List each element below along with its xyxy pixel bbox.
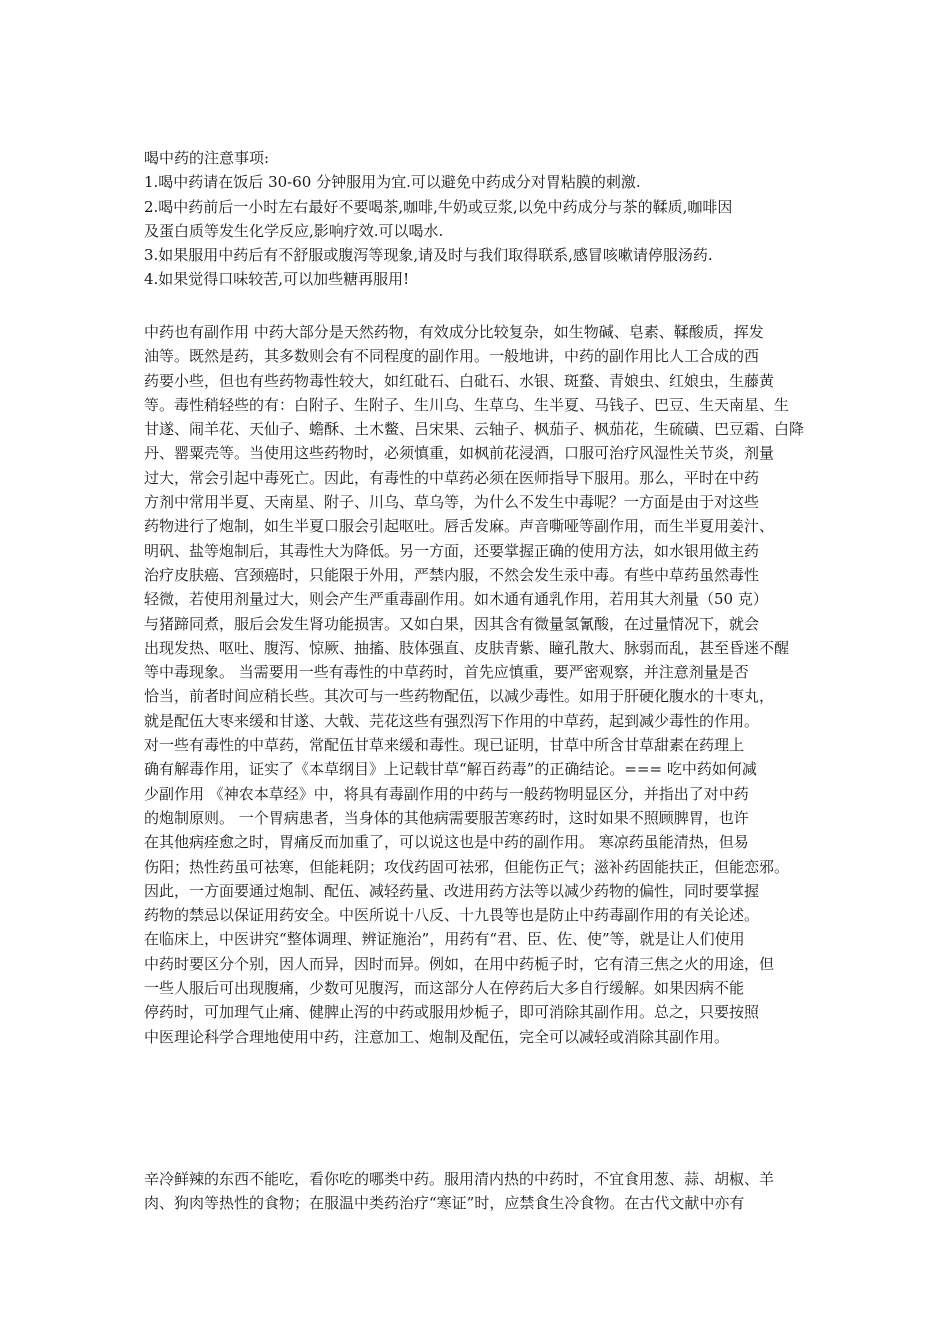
side-effects-line: 少副作用 《神农本草经》中，将具有毒副作用的中药与一般药物明显区分，并指出了对中药 (144, 784, 749, 803)
diet-section (144, 1167, 820, 1216)
notes-item-4: 4.如果觉得口味较苦,可以加些糖再服用! (144, 270, 410, 289)
notes-section (144, 146, 820, 292)
side-effects-line: 甘遂、闹羊花、天仙子、蟾酥、土木鳖、吕宋果、云轴子、枫茄子、枫茄花，生硫磺、巴豆霜、白降 (144, 420, 805, 439)
side-effects-line: 方剂中常用半夏、天南星、附子、川乌、草乌等，为什么不发生中毒呢？一方面是由于对这些 (144, 493, 760, 512)
side-effects-line: 中药也有副作用 中药大部分是天然药物，有效成分比较复杂，如生物碱、皂素、鞣酸质，挥发 (144, 323, 764, 341)
side-effects-line: 因此，一方面要通过炮制、配伍、减轻药量、改进用药方法等以减少药物的偏性，同时要掌握 (144, 881, 760, 900)
side-effects-line: 对一些有毒性的中草药，常配伍甘草来缓和毒性。现已证明，甘草中所含甘草甜素在药理上 (144, 736, 745, 755)
side-effects-line: 与猪蹄同煮，服后会发生肾功能损害。又如白果，因其含有微量氢氰酸，在过量情况下，就会 (144, 614, 760, 633)
diet-line: 肉、狗肉等热性的食物；在服温中类药治疗“寒证”时，应禁食生冷食物。在古代文献中亦有 (144, 1194, 745, 1213)
side-effects-line: 出现发热、呕吐、腹泻、惊厥、抽搐、肢体强直、皮肤青紫、瞳孔散大、脉弱而乱，甚至昏迷不醒 (144, 638, 790, 657)
notes-item-1: 1.喝中药请在饭后 30-60 分钟服用为宜.可以避免中药成分对胃粘膜的刺激. (144, 173, 641, 192)
side-effects-line: 药物进行了炮制，如生半夏口服会引起呕吐。唇舌发麻。声音嘶哑等副作用，而生半夏用姜汁、 (144, 517, 775, 536)
side-effects-line: 药要小些，但也有些药物毒性较大，如红砒石、白砒石、水银、斑蝥、青娘虫、红娘虫，生藤黄 (144, 371, 775, 390)
side-effects-line: 就是配伍大枣来缓和甘遂、大戟、芫花这些有强烈泻下作用的中草药，起到减少毒性的作用。 (144, 711, 760, 730)
side-effects-line: 明矾、盐等炮制后，其毒性大为降低。另一方面，还要掌握正确的使用方法，如水银用做主药 (144, 541, 760, 560)
side-effects-line: 一些人服后可出现腹痛，少数可见腹泻，而这部分人在停药后大多自行缓解。如果因病不能 (144, 979, 745, 998)
diet-line: 辛冷鲜辣的东西不能吃，看你吃的哪类中药。服用清内热的中药时，不宜食用葱、蒜、胡椒、羊 (144, 1170, 775, 1188)
side-effects-line: 油等。既然是药，其多数则会有不同程度的副作用。一般地讲，中药的副作用比人工合成的西 (144, 347, 760, 366)
side-effects-line: 轻微，若使用剂量过大，则会产生严重毒副作用。如木通有通乳作用，若用其大剂量（50 克） (144, 590, 768, 609)
notes-item-2: 2.喝中药前后一小时左右最好不要喝茶,咖啡,牛奶或豆浆,以免中药成分与茶的鞣质,咖啡因 (144, 197, 733, 216)
side-effects-line: 确有解毒作用，证实了《本草纲目》上记载甘草“解百药毒”的正确结论。=== 吃中药如何减 (144, 760, 757, 779)
side-effects-line: 过大，常会引起中毒死亡。因此，有毒性的中草药必须在医师指导下服用。那么，平时在中药 (144, 468, 760, 487)
side-effects-line: 在临床上，中医讲究“整体调理、辨证施治”，用药有“君、臣、佐、使”等，就是让人们使用 (144, 930, 745, 949)
side-effects-line: 等中毒现象。 当需要用一些有毒性的中草药时，首先应慎重，要严密观察，并注意剂量是否 (144, 663, 749, 682)
side-effects-line: 丹、罂粟壳等。当使用这些药物时，必须慎重，如枫前花浸酒，口服可治疗风湿性关节炎，剂量 (144, 444, 775, 463)
notes-title: 喝中药的注意事项: (144, 149, 270, 167)
side-effects-section (144, 320, 820, 1049)
side-effects-line: 治疗皮肤癌、宫颈癌时，只能限于外用，严禁内服，不然会发生汞中毒。有些中草药虽然毒性 (144, 565, 760, 584)
side-effects-line: 伤阳；热性药虽可祛寒，但能耗阴；攻伐药固可祛邪，但能伤正气；滋补药固能扶正，但能恋邪。 (144, 857, 790, 876)
notes-item-3: 3.如果服用中药后有不舒服或腹泻等现象,请及时与我们取得联系,感冒咳嗽请停服汤药. (144, 246, 713, 265)
side-effects-line: 药物的禁忌以保证用药安全。中医所说十八反、十九畏等也是防止中药毒副作用的有关论述。 (144, 906, 760, 925)
side-effects-line: 中医理论科学合理地使用中药，注意加工、炮制及配伍，完全可以减轻或消除其副作用。 (144, 1027, 730, 1046)
side-effects-line: 的炮制原则。 一个胃病患者，当身体的其他病需要服苦寒药时，这时如果不照顾脾胃，也许 (144, 808, 749, 827)
side-effects-line: 等。毒性稍轻些的有：白附子、生附子、生川乌、生草乌、生半夏、马钱子、巴豆、生天南星、生 (144, 395, 790, 414)
side-effects-line: 停药时，可加理气止痛、健脾止泻的中药或服用炒栀子，即可消除其副作用。总之，只要按照 (144, 1003, 760, 1022)
side-effects-line: 中药时要区分个别，因人而异，因时而异。例如，在用中药栀子时，它有清三焦之火的用途，但 (144, 954, 775, 973)
side-effects-line: 恰当，前者时间应稍长些。其次可与一些药物配伍，以减少毒性。如用于肝硬化腹水的十枣丸， (144, 687, 775, 706)
notes-item-2-cont: 及蛋白质等发生化学反应,影响疗效.可以喝水. (144, 221, 444, 240)
side-effects-line: 在其他病痊愈之时，胃痛反而加重了，可以说这也是中药的副作用。 寒凉药虽能清热，但易 (144, 833, 749, 852)
